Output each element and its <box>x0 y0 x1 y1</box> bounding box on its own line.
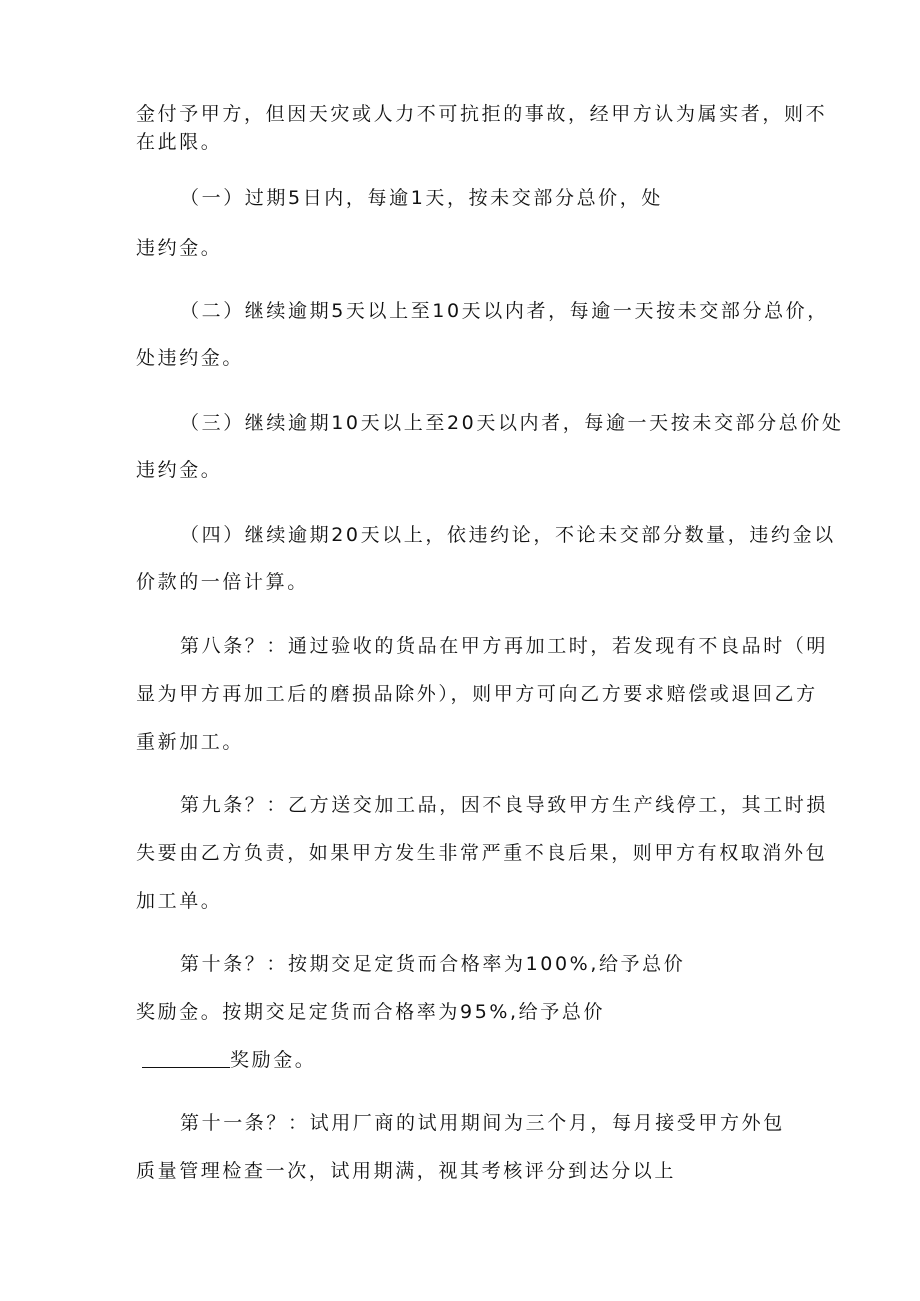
blank-line-row <box>142 1048 316 1072</box>
text-line: 违约金。 <box>136 237 223 259</box>
text-line: 奖励金。按期交足定货而合格率为95%,给予总价 <box>136 1001 606 1023</box>
text-line: 价款的一倍计算。 <box>136 571 309 593</box>
text-line: 违约金。 <box>136 459 223 481</box>
article-9: 第九条？：乙方送交加工品，因不良导致甲方生产线停工，其工时损 <box>180 794 829 816</box>
text-line: 金付予甲方，但因天灾或人力不可抗拒的事故，经甲方认为属实者，则不 <box>136 103 828 125</box>
clause-item-2: （二）继续逾期5天以上至10天以内者，每逾一天按未交部分总价， <box>180 300 829 322</box>
clause-item-4: （四）继续逾期20天以上，依违约论，不论未交部分数量，违约金以 <box>180 524 836 546</box>
text-line: 奖励金。 <box>230 1049 317 1071</box>
text-line: 重新加工。 <box>136 731 245 753</box>
clause-item-3: （三）继续逾期10天以上至20天以内者，每逾一天按未交部分总价处 <box>180 412 844 434</box>
text-line: 处违约金。 <box>136 347 245 369</box>
text-line: 加工单。 <box>136 890 223 912</box>
text-line: 质量管理检查一次，试用期满，视其考核评分到达分以上 <box>136 1160 677 1182</box>
article-11: 第十一条？：试用厂商的试用期间为三个月，每月接受甲方外包 <box>180 1112 785 1134</box>
text-line: 在此限。 <box>136 131 223 153</box>
text-line: 失要由乙方负责，如果甲方发生非常严重不良后果，则甲方有权取消外包 <box>136 842 828 864</box>
article-8: 第八条？：通过验收的货品在甲方再加工时，若发现有不良品时（明 <box>180 635 829 657</box>
text-line: 显为甲方再加工后的磨损品除外），则甲方可向乙方要求赔偿或退回乙方 <box>136 683 818 705</box>
fill-in-blank <box>142 1049 230 1068</box>
article-10: 第十条？：按期交足定货而合格率为100%,给予总价 <box>180 953 686 975</box>
clause-item-1: （一）过期5日内，每逾1天，按未交部分总价，处 <box>180 187 663 209</box>
